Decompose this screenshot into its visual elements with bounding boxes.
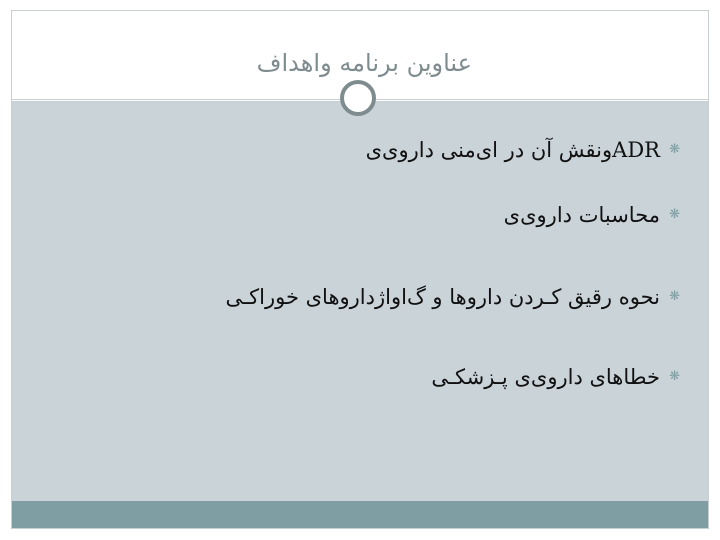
bullet-icon: ❋: [669, 207, 680, 222]
bullet-item-calculations: [504, 203, 680, 227]
footer-bar: [12, 501, 708, 528]
bullet-label: محاسبات داروی‌ی: [503, 203, 660, 227]
bullet-icon: ❋: [669, 369, 680, 384]
bullet-icon: ❋: [669, 289, 680, 304]
bullet-item-dilution: [225, 285, 680, 309]
bullet-icon: ❋: [669, 142, 680, 157]
bullet-item-errors: [431, 365, 680, 389]
bullet-label: نحوه رقیق کـردن داروها و گ‌اواژداروهای خوراکـی: [225, 285, 660, 309]
circle-ornament-icon: [340, 80, 376, 116]
bullet-item-adr: [366, 138, 680, 162]
bullet-label: خطاهای داروی‌ی پـزشکـی: [431, 365, 660, 389]
circle-ornament-inner: [348, 88, 370, 110]
slide-title: عناوین برنامه واهداف: [256, 49, 472, 77]
bullet-label: ADRونقش آن در ای‌منی داروی‌ی: [365, 138, 660, 162]
